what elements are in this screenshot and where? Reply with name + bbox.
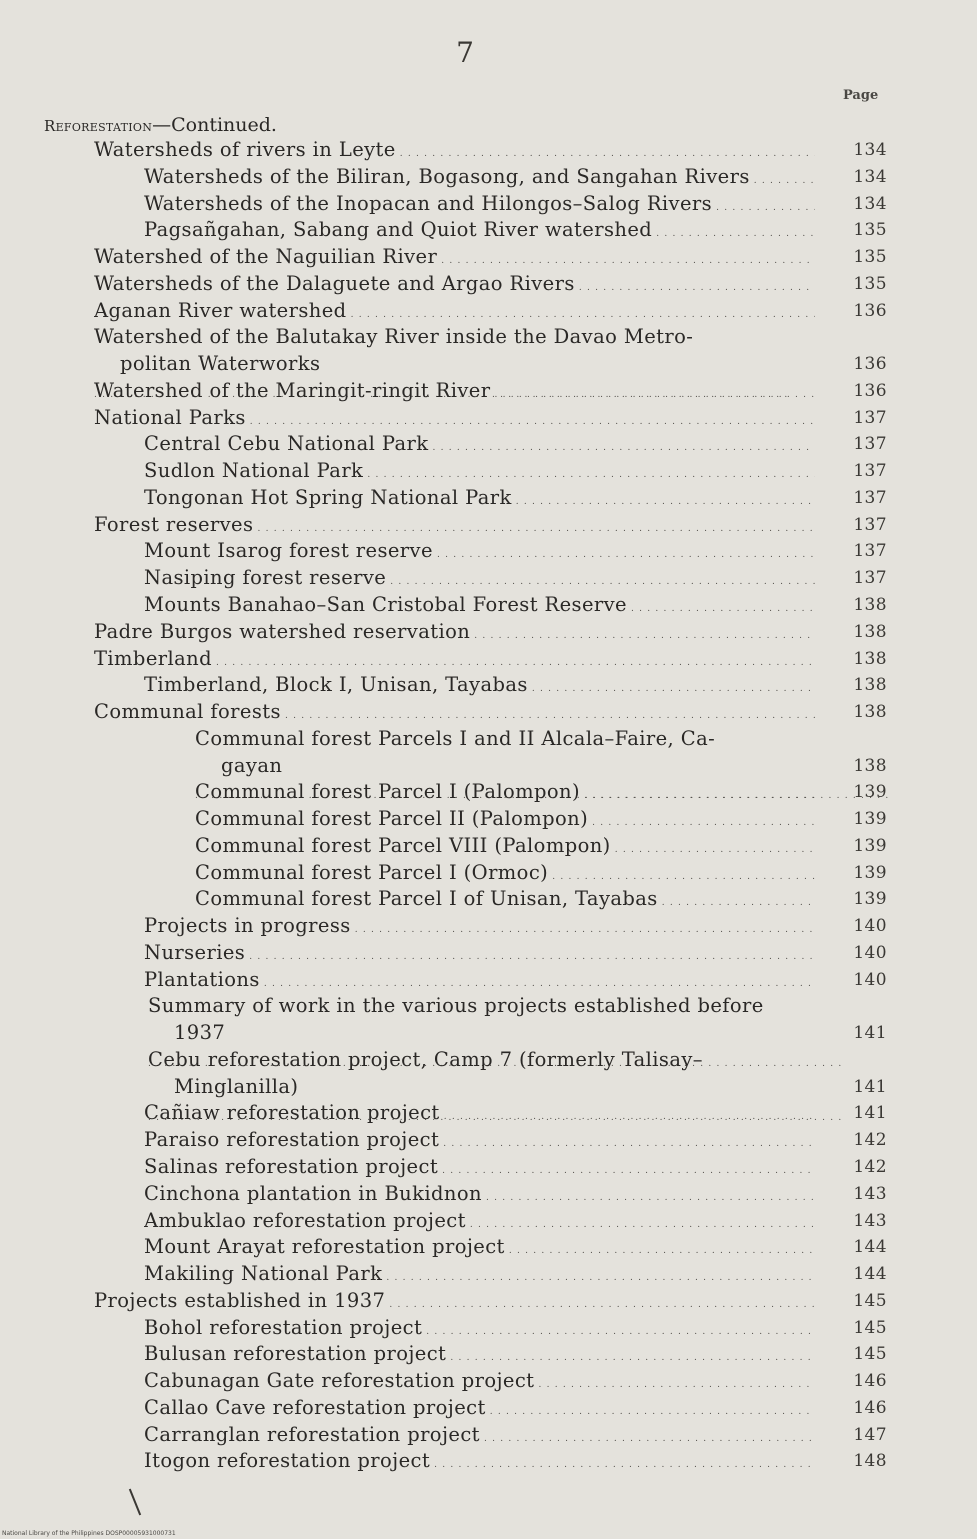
toc-entry: [0, 1100, 977, 1127]
toc-entry-text: Ambuklao reforestation project: [144, 1208, 466, 1232]
toc-entry-page: 147: [853, 1424, 887, 1445]
toc-entry: [0, 298, 977, 325]
table-of-contents: [0, 137, 977, 1475]
toc-entry-page: 145: [853, 1290, 887, 1311]
toc-entry-page: 145: [853, 1317, 887, 1338]
toc-entry-text: Sudlon National Park: [144, 459, 364, 483]
toc-entry: [0, 1341, 977, 1368]
toc-entry-text-continued: 1937: [174, 1021, 226, 1045]
toc-entry: [0, 993, 977, 1047]
section-heading: [44, 114, 277, 136]
toc-entry-text: Pagsañgahan, Sabang and Quiot River watershed: [144, 218, 653, 242]
page-number: 7: [456, 36, 474, 69]
toc-entry-text: Nurseries: [144, 940, 246, 964]
toc-entry-text: Summary of work in the various projects established before: [148, 994, 764, 1018]
toc-entry-text: Plantations: [144, 967, 260, 991]
toc-entry-page: 140: [853, 916, 887, 937]
toc-entry-page: 137: [853, 434, 887, 455]
toc-entry-text: Projects established in 1937: [94, 1288, 386, 1312]
toc-entry: [0, 191, 977, 218]
section-continuation: —Continued.: [152, 114, 277, 136]
toc-entry-page: 139: [853, 782, 887, 803]
toc-entry-page: 138: [853, 594, 887, 615]
toc-entry-text: Paraiso reforestation project: [144, 1128, 440, 1152]
toc-entry: [0, 431, 977, 458]
toc-entry-text-continued: gayan: [221, 753, 283, 777]
toc-entry-page: 142: [853, 1156, 887, 1177]
toc-entry-text: National Parks: [94, 405, 246, 429]
toc-entry-text: Itogon reforestation project: [144, 1449, 431, 1473]
toc-entry-text: Bohol reforestation project: [144, 1315, 423, 1339]
toc-entry-page: 135: [853, 247, 887, 268]
toc-entry: [0, 565, 977, 592]
toc-entry: [0, 1448, 977, 1475]
toc-entry-title: [144, 1448, 815, 1479]
toc-entry-page: 137: [853, 514, 887, 535]
toc-entry-page: 138: [853, 675, 887, 696]
toc-entry-text: Mounts Banahao–San Cristobal Forest Reserve: [144, 592, 627, 616]
toc-entry-text: Aganan River watershed: [94, 298, 347, 322]
toc-entry-text-continued: politan Waterworks: [120, 352, 321, 376]
toc-entry-page: 143: [853, 1210, 887, 1231]
toc-entry-text: Central Cebu National Park: [144, 432, 429, 456]
toc-entry-text: Communal forest Parcel I of Unisan, Tayabas: [195, 887, 658, 911]
section-name: Reforestation: [44, 117, 153, 135]
toc-entry-text: Communal forest Parcel II (Palompon): [195, 807, 589, 831]
toc-entry-text: Salinas reforestation project: [144, 1154, 439, 1178]
toc-entry-page: 140: [853, 969, 887, 990]
toc-entry-text: Cañiaw reforestation project: [144, 1101, 440, 1125]
toc-entry-text: Mount Isarog forest reserve: [144, 539, 433, 563]
page-column-header: Page: [843, 88, 879, 103]
toc-entry-page: 134: [853, 140, 887, 160]
toc-entry: [0, 1208, 977, 1235]
toc-entry: [0, 646, 977, 673]
toc-entry-page: 141: [853, 1103, 887, 1124]
toc-entry-text: Watersheds of the Biliran, Bogasong, and Sangahan Rivers: [144, 164, 750, 188]
toc-entry: [0, 1261, 977, 1288]
toc-entry: [0, 1395, 977, 1422]
toc-entry-page: 142: [853, 1130, 887, 1151]
toc-entry-page: 135: [853, 273, 887, 294]
toc-entry-page: 137: [853, 541, 887, 562]
toc-entry-page: 136: [853, 300, 887, 321]
toc-entry-text: Carranglan reforestation project: [144, 1422, 480, 1446]
toc-entry-page: 137: [853, 568, 887, 589]
toc-entry: [0, 485, 977, 512]
toc-entry-text: Communal forest Parcel I (Palompon): [195, 780, 581, 804]
toc-entry-page: 139: [853, 862, 887, 883]
toc-entry-text: Mount Arayat reforestation project: [144, 1235, 505, 1259]
toc-entry-text: Forest reserves: [94, 512, 254, 536]
toc-entry: [0, 512, 977, 539]
toc-entry-text: Tongonan Hot Spring National Park: [144, 485, 512, 509]
toc-entry-text: Watershed of the Balutakay River inside the Davao Metro-: [94, 325, 694, 349]
toc-entry-text: Padre Burgos watershed reservation: [94, 619, 471, 643]
toc-entry: [0, 1181, 977, 1208]
toc-entry: [0, 672, 977, 699]
toc-entry-page: 145: [853, 1344, 887, 1365]
toc-entry-page: 140: [853, 942, 887, 963]
toc-entry: [0, 779, 977, 806]
toc-entry-text: Communal forest Parcels I and II Alcala–Faire, Ca-: [195, 726, 716, 750]
toc-entry-page: 143: [853, 1183, 887, 1204]
toc-entry-page: 138: [853, 755, 887, 776]
toc-entry: [0, 137, 977, 164]
toc-entry-text: Timberland, Block I, Unisan, Tayabas: [144, 673, 528, 697]
toc-entry: [0, 1315, 977, 1342]
toc-entry-text: Projects in progress: [144, 914, 351, 938]
toc-entry-text: Watersheds of rivers in Leyte: [94, 138, 396, 161]
toc-entry-text: Timberland: [94, 646, 212, 670]
toc-entry-page: 136: [853, 380, 887, 401]
toc-entry-text-continued: Minglanilla): [174, 1074, 299, 1098]
toc-entry: [0, 833, 977, 860]
toc-entry: [0, 405, 977, 432]
toc-entry-page: 141: [853, 1023, 887, 1044]
toc-entry: [0, 619, 977, 646]
toc-entry-text: Callao Cave reforestation project: [144, 1395, 486, 1419]
toc-entry-text: Watershed of the Maringit-ringit River: [94, 378, 491, 402]
toc-entry: [0, 538, 977, 565]
toc-entry-page: 139: [853, 809, 887, 830]
toc-entry-page: 138: [853, 702, 887, 723]
toc-entry-page: 134: [853, 193, 887, 214]
toc-entry-text: Cabunagan Gate reforestation project: [144, 1369, 535, 1393]
toc-entry-page: 139: [853, 889, 887, 910]
toc-entry-page: 136: [853, 354, 887, 375]
toc-entry: [0, 940, 977, 967]
toc-entry-text: Communal forest Parcel VIII (Palompon): [195, 833, 611, 857]
toc-entry-text: Watersheds of the Dalaguete and Argao Rivers: [94, 271, 575, 295]
toc-entry: [0, 217, 977, 244]
toc-entry: [0, 1154, 977, 1181]
toc-entry: [0, 1368, 977, 1395]
toc-entry: [0, 1234, 977, 1261]
toc-entry-text: Watersheds of the Inopacan and Hilongos–Salog Rivers: [144, 191, 713, 215]
toc-entry: [0, 271, 977, 298]
toc-entry-page: 146: [853, 1371, 887, 1392]
pen-mark: [129, 1489, 141, 1516]
toc-entry: [0, 913, 977, 940]
toc-entry-page: 137: [853, 487, 887, 508]
toc-entry-page: 138: [853, 648, 887, 669]
toc-entry-text: Nasiping forest reserve: [144, 566, 387, 590]
toc-entry: [0, 378, 977, 405]
toc-entry: [0, 592, 977, 619]
toc-entry: [0, 1047, 977, 1101]
toc-entry-text: Makiling National Park: [144, 1262, 383, 1286]
toc-entry-text: Communal forests: [94, 700, 281, 724]
toc-entry-text: Cebu reforestation project, Camp 7 (formerly Talisay–: [148, 1047, 703, 1071]
toc-entry-page: 134: [853, 166, 887, 187]
toc-entry: [0, 458, 977, 485]
toc-entry: [0, 726, 977, 780]
toc-entry-text: Bulusan reforestation project: [144, 1342, 447, 1366]
toc-entry-text: Communal forest Parcel I (Ormoc): [195, 860, 549, 884]
footer-credit: National Library of the Philippines DOSP00005931000731: [2, 1530, 176, 1537]
toc-entry: [0, 324, 977, 378]
toc-entry: [0, 1422, 977, 1449]
toc-entry-page: 138: [853, 621, 887, 642]
toc-entry-text: Watershed of the Naguilian River: [94, 245, 438, 269]
toc-entry-page: 135: [853, 220, 887, 241]
toc-entry-page: 144: [853, 1237, 887, 1258]
toc-entry: [0, 806, 977, 833]
toc-entry: [0, 860, 977, 887]
toc-entry-page: 137: [853, 407, 887, 428]
toc-entry-page: 146: [853, 1397, 887, 1418]
toc-entry-page: 141: [853, 1076, 887, 1097]
toc-entry-text: Cinchona plantation in Bukidnon: [144, 1181, 482, 1205]
toc-entry-page: 139: [853, 835, 887, 856]
toc-entry: [0, 244, 977, 271]
toc-entry: [0, 164, 977, 191]
toc-entry: [0, 1127, 977, 1154]
toc-entry: [0, 886, 977, 913]
toc-entry-page: 137: [853, 461, 887, 482]
toc-entry: [0, 699, 977, 726]
toc-entry-page: 144: [853, 1264, 887, 1285]
toc-entry: [0, 1288, 977, 1315]
toc-entry-page: 148: [853, 1451, 887, 1472]
toc-entry: [0, 967, 977, 994]
